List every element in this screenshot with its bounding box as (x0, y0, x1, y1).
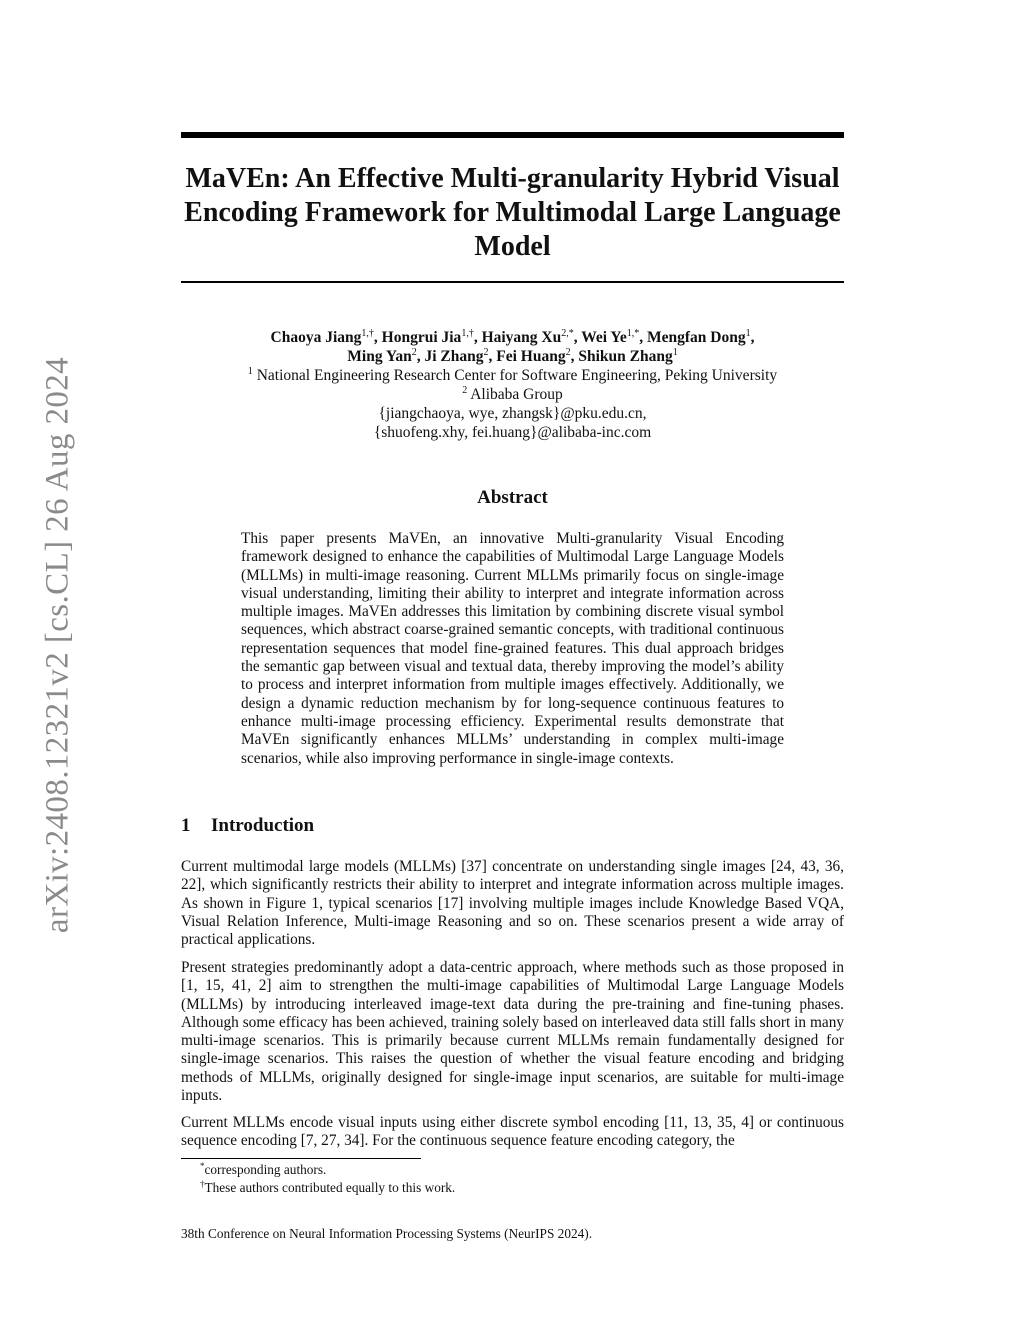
footnote-mark: † (200, 1179, 205, 1189)
author-mark: 2 (483, 347, 489, 358)
footnote-rule (181, 1158, 421, 1159)
author-name: Shikun Zhang (578, 348, 673, 365)
affiliation-mark: 1 (247, 366, 253, 377)
author-mark: 2 (565, 347, 571, 358)
author-name: Wei Ye (581, 329, 627, 346)
author-separator: , (570, 348, 579, 365)
arxiv-identifier[interactable]: arXiv:2408.12321v2 [cs.CL] 26 Aug 2024 (39, 356, 76, 934)
author-name: Fei Huang (496, 348, 566, 365)
intro-paragraph-2: Present strategies predominantly adopt a data-centric approach, where methods such as those proposed in [1, 15, 41, 2] aim to strengthen the multi-image capabilities of Multimodal Large Language Models (MLLMs) by introducing interleaved image-text data during the pre-training and fine-tuning phases. Although some efficacy has been achieved, training solely based on interleaved data still falls short in many multi-image scenarios. This is primarily because current MLLMs remain fundamentally designed for single-image scenarios. This raises the question of whether the visual feature encoding and bridging methods of MLLMs, originally designed for single-image input scenarios, are suitable for multi-image inputs. (181, 959, 844, 1105)
author-name: Mengfan Dong (646, 329, 746, 346)
intro-paragraph-1: Current multimodal large models (MLLMs) [37] concentrate on understanding single images [24, 43, 36, 22], which significantly restricts their ability to interpret and integrate information across multiple images. As shown in Figure 1, typical scenarios [17] involving multiple images include Knowledge Based VQA, Visual Relation Inference, Multi-image Reasoning and so on. These scenarios present a wide array of practical applications. (181, 858, 844, 949)
author-name: Ming Yan (347, 348, 412, 365)
author-block (181, 328, 844, 442)
affiliation-mark: 2 (462, 385, 468, 396)
footnote-text: These authors contributed equally to this work. (204, 1180, 456, 1195)
email-line-1[interactable]: {jiangchaoya, wye, zhangsk}@pku.edu.cn, (378, 405, 647, 422)
section-number: 1 (181, 815, 191, 836)
section-title: Introduction (211, 815, 315, 836)
affiliation-2 (181, 385, 844, 404)
abstract-heading: Abstract (477, 487, 548, 508)
author-mark: 1 (672, 347, 678, 358)
author-separator: , (750, 329, 755, 346)
author-separator: , (639, 329, 647, 346)
affiliation-1 (181, 366, 844, 385)
footnote-mark: * (200, 1161, 205, 1171)
affiliation-text: National Engineering Research Center for Software Engineering, Peking University (256, 367, 778, 384)
author-mark: 1,† (361, 328, 374, 339)
paper-title: MaVEn: An Effective Multi-granularity Hybrid Visual Encoding Framework for Multimodal Large Language Model (184, 163, 841, 262)
section-heading-introduction (181, 815, 844, 837)
author-mark: 2,* (561, 328, 574, 339)
footnote-text: corresponding authors. (204, 1162, 327, 1177)
author-mark: 1,† (461, 328, 474, 339)
author-separator: , (488, 348, 497, 365)
author-mark: 1 (745, 328, 751, 339)
author-separator: , (416, 348, 425, 365)
author-separator: , (373, 329, 382, 346)
author-name: Ji Zhang (424, 348, 484, 365)
title-bottom-rule (181, 281, 844, 283)
footnote-equal-contribution (200, 1179, 455, 1197)
conference-note: 38th Conference on Neural Information Processing Systems (NeurIPS 2024). (181, 1226, 593, 1241)
author-names-line-2 (181, 347, 844, 366)
footnote-corresponding (200, 1161, 455, 1179)
author-mark: 2 (411, 347, 417, 358)
author-separator: , (473, 329, 482, 346)
author-separator: , (573, 329, 582, 346)
title-top-rule (181, 132, 844, 138)
author-name: Chaoya Jiang (270, 329, 362, 346)
author-names-line-1 (181, 328, 844, 347)
author-name: Hongrui Jia (381, 329, 462, 346)
author-name: Haiyang Xu (481, 329, 562, 346)
email-line-2[interactable]: {shuofeng.xhy, fei.huang}@alibaba-inc.com (373, 424, 652, 441)
abstract-text: This paper presents MaVEn, an innovative Multi-granularity Visual Encoding framework designed to enhance the capabilities of Multimodal Large Language Models (MLLMs) in multi-image reasoning. Current MLLMs primarily focus on single-image visual understanding, limiting their ability to interpret and integrate information across multiple images. MaVEn addresses this limitation by combining discrete visual symbol sequences, which abstract coarse-grained semantic concepts, with traditional continuous representation sequences that model fine-grained features. This dual approach bridges the semantic gap between visual and textual data, thereby improving the model’s ability to process and interpret information from multiple images effectively. Additionally, we design a dynamic reduction mechanism by for long-sequence continuous features to enhance multi-image processing efficiency. Experimental results demonstrate that MaVEn significantly enhances MLLMs’ understanding in complex multi-image scenarios, while also improving performance in single-image contexts. (241, 530, 784, 767)
affiliation-text: Alibaba Group (470, 386, 563, 403)
author-mark: 1,* (626, 328, 640, 339)
intro-paragraph-3: Current MLLMs encode visual inputs using either discrete symbol encoding [11, 13, 35, 4] or continuous sequence encoding [7, 27, 34]. For the continuous sequence feature encoding category, the (181, 1114, 844, 1150)
footnotes (200, 1161, 455, 1197)
